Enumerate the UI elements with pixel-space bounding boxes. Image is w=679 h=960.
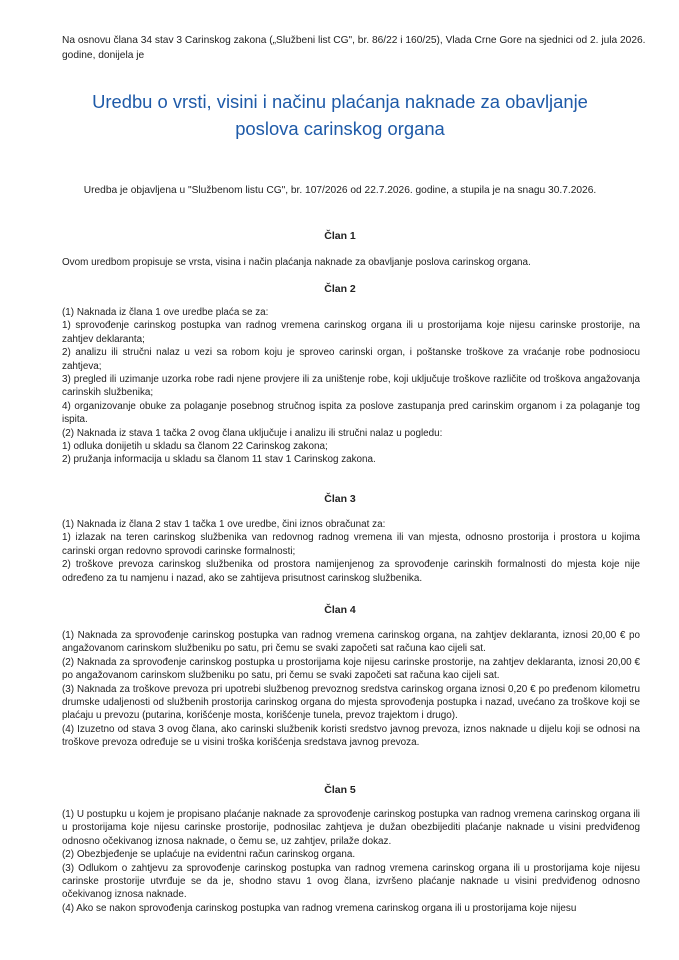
article-heading: Član 4: [324, 604, 356, 616]
article-body: [62, 256, 640, 269]
title-line: poslova carinskog organa: [235, 118, 445, 139]
paragraph: 1) sprovođenje carinskog postupka van radnog vremena carinskog organa ili u prostorijama koje nijesu carinske prostorije, na zahtjev deklaranta;: [62, 320, 640, 345]
paragraph: (2) Naknada iz stava 1 tačka 2 ovog člana uključuje i analizu ili stručni nalaz u pogledu:: [62, 427, 443, 439]
paragraph: (3) Naknada za troškove prevoza pri upotrebi službenog prevoznog sredstva carinskog organa iznosi 0,20 € po pređenom kilometru drumske udaljenosti od službenih prostorija carinskog organa do mjesta sprovođenja postupka i nazad, uvećano za troškove koji se plaćaju u prevozu (putarina, korišćenje mosta, korišćenje tunela, prevoz trajektom i drugo).: [62, 683, 640, 722]
article-body: [62, 808, 640, 915]
paragraph: (1) Naknada iz člana 2 stav 1 tačka 1 ove uredbe, čini iznos obračunat za:: [62, 519, 386, 530]
article-body: [62, 629, 640, 750]
article-heading: Član 5: [324, 784, 356, 796]
paragraph: 2) analizu ili stručni nalaz u vezi sa robom koju je sproveo carinski organ, i poštanske troškove za vraćanje robe podnosiocu zahtjeva;: [62, 347, 640, 372]
paragraph: (1) Naknada iz člana 1 ove uredbe plaća se za:: [62, 307, 269, 318]
paragraph: 1) izlazak na teren carinskog službenika van redovnog radnog vremena ili van mjesta, odnosno prostorija i prostora u kojima carinski organ redovno sprovodi carinske formalnosti;: [62, 532, 640, 557]
title-line: Uredbu o vrsti, visini i načinu plaćanja naknade za obavljanje: [92, 91, 588, 112]
paragraph: (1) Naknada za sprovođenje carinskog postupka van radnog vremena carinskog organa, na zahtjev deklaranta, iznosi 20,00 € po angažovanom carinskom službeniku po satu, pri čemu se svaki započeti sat računa kao cijeli sat.: [62, 630, 640, 655]
article-body: [62, 518, 640, 585]
article-heading: Član 2: [324, 283, 356, 295]
article-body: [62, 306, 640, 467]
paragraph: 2) troškove prevoza carinskog službenika od prostora namijenjenog za sprovođenje carinskih formalnosti do mjesta koje nije određeno za tu namjenu i nazad, ako se zahtijeva prisutnost carinskog službenika.: [62, 559, 640, 584]
preamble: Na osnovu člana 34 stav 3 Carinskog zakona („Službeni list CG", br. 86/22 i 160/25), Vlada Crne Gore na sjednici od 2. jula 2026. godine, donijela je: [62, 35, 646, 61]
paragraph: 1) odluka donijetih u skladu sa članom 22 Carinskog zakona;: [62, 441, 328, 453]
paragraph: (3) Odlukom o zahtjevu za sprovođenje carinskog postupka van radnog vremena carinskog organa ili u prostorijama koje nijesu carinske prostorije utvrđuje se da je, shodno stavu 1 ovog člana, izvršeno plaćanje naknade u visini predviđenog odnosno očekivanog iznosa naknade.: [62, 862, 640, 901]
paragraph: (4) Izuzetno od stava 3 ovog člana, ako carinski službenik koristi sredstvo javnog prevoza, iznos naknade u dijelu koji se odnosi na troškove prevoza određuje se u visini troška korišćenja sredstava javnog prevoza.: [62, 723, 640, 749]
article-heading: Član 3: [324, 493, 356, 505]
publication-note: Uredba je objavljena u "Službenom listu CG", br. 107/2026 od 22.7.2026. godine, a stupila je na snagu 30.7.2026.: [83, 185, 597, 196]
paragraph: (2) Obezbjeđenje se uplaćuje na evidentni račun carinskog organa.: [62, 849, 356, 861]
paragraph: 2) pružanja informacija u skladu sa članom 11 stav 1 Carinskog zakona.: [62, 454, 376, 466]
paragraph: 3) pregled ili uzimanje uzorka robe radi njene provjere ili za uništenje robe, koji uključuje troškove različite od troškova angažovanja carinskih službenika;: [62, 374, 640, 399]
article-heading: Član 1: [324, 230, 356, 242]
paragraph: (4) Ako se nakon sprovođenja carinskog postupka van radnog vremena carinskog organa ili u prostorijama koje nijesu: [62, 902, 577, 914]
paragraph: 4) organizovanje obuke za polaganje posebnog stručnog ispita za poslove zastupanja pred carinskim organom i za polaganje tog ispita.: [62, 400, 640, 426]
paragraph: (2) Naknada za sprovođenje carinskog postupka u prostorijama koje nijesu carinske prostorije, na zahtjev deklaranta, iznosi 20,00 € po angažovanom carinskom službeniku po satu, pri čemu se svaki započeti sat računa kao cijeli sat.: [62, 656, 640, 682]
paragraph: (1) U postupku u kojem je propisano plaćanje naknade za sprovođenje carinskog postupka van radnog vremena carinskog organa ili u prostorijama koje nijesu carinske prostorije, podnosilac zahtjeva je dužan obezbijediti plaćanje naknade u visini predviđenog odnosno očekivanog iznosa naknade, o čemu se, uz zahtjev, prilaže dokaz.: [62, 809, 640, 847]
document-title: [40, 88, 640, 142]
paragraph: Ovom uredbom propisuje se vrsta, visina i način plaćanja naknade za obavljanje poslova carinskog organa.: [62, 257, 531, 268]
